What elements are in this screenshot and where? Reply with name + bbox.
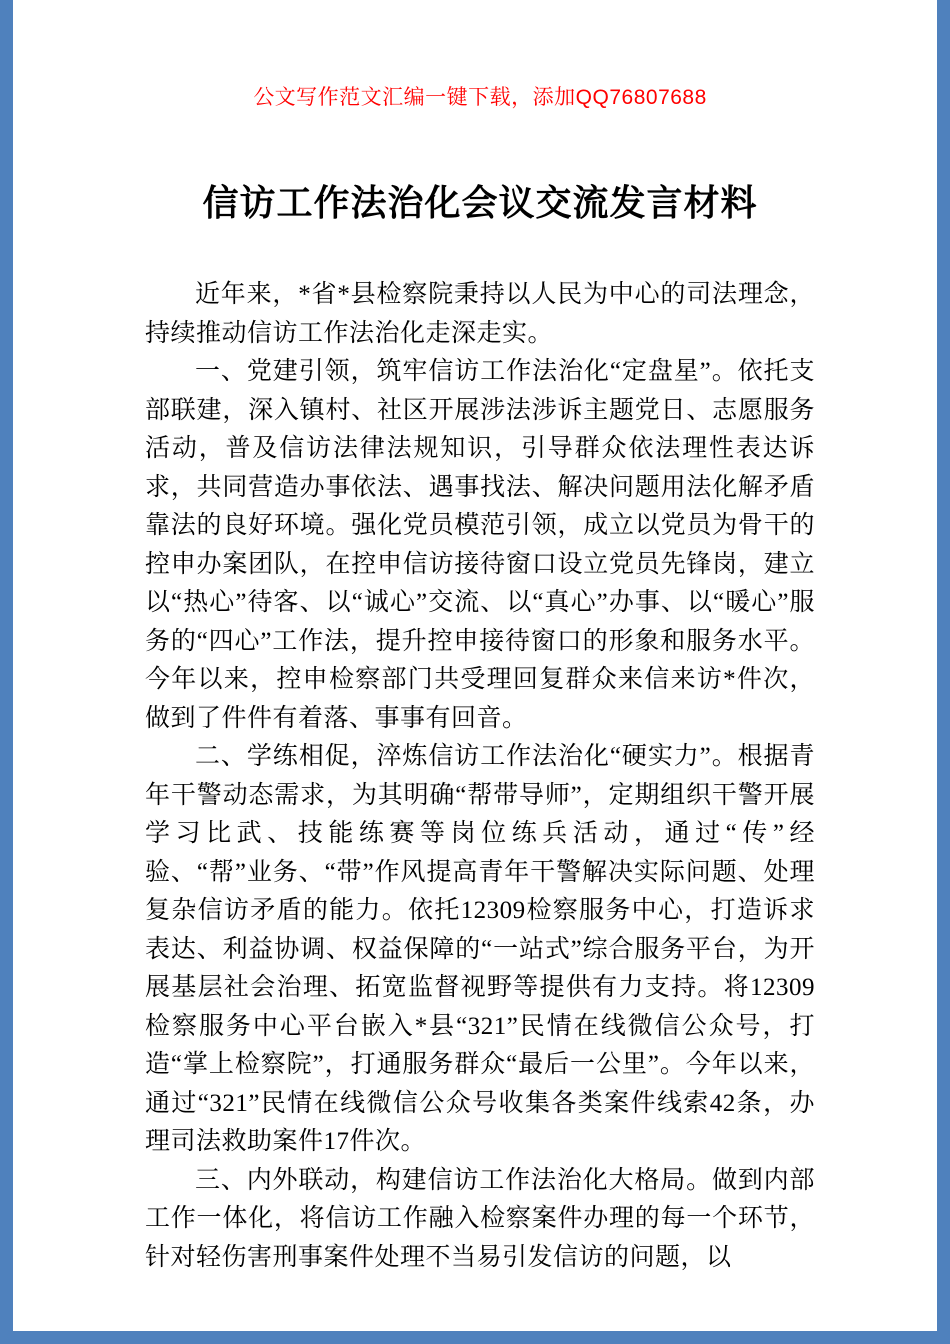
document-title: 信访工作法治化会议交流发言材料 [202,182,758,223]
page-edge-right [937,0,950,1344]
page-edge-left [0,0,13,1344]
body-paragraph-1: 近年来，*省*县检察院秉持以人民为中心的司法理念，持续推动信访工作法治化走深走实。 [145,281,815,347]
body-paragraph-2: 一、党建引领，筑牢信访工作法治化“定盘星”。依托支部联建，深入镇村、社区开展涉法涉诉主题党日、志愿服务活动，普及信访法律法规知识，引导群众依法理性表达诉求，共同营造办事依法、遇事找法、解决问题用法化解矛盾靠法的良好环境。强化党员模范引领，成立以党员为骨干的控申办案团队，在控申信访接待窗口设立党员先锋岗，建立以“热心”待客、以“诚心”交流、以“真心”办事、以“暖心”服务的“四心”工作法，提升控申接待窗口的形象和服务水平。今年以来，控申检察部门共受理回复群众来信来访*件次，做到了件件有着落、事事有回音。 [145,358,815,732]
document-body [145,276,815,1277]
body-paragraph-3: 二、学练相促，淬炼信访工作法治化“硬实力”。根据青年干警动态需求，为其明确“帮带导师”，定期组织干警开展学习比武、技能练赛等岗位练兵活动，通过“传”经验、“帮”业务、“带”作风提高青年干警解决实际问题、处理复杂信访矛盾的能力。依托12309检察服务中心，打造诉求表达、利益协调、权益保障的“一站式”综合服务平台，为开展基层社会治理、拓宽监督视野等提供有力支持。将12309检察服务中心平台嵌入*县“321”民情在线微信公众号，打造“掌上检察院”，打通服务群众“最后一公里”。今年以来，通过“321”民情在线微信公众号收集各类案件线索42条，办理司法救助案件17件次。 [145,743,815,1155]
body-paragraph-4: 三、内外联动，构建信访工作法治化大格局。做到内部工作一体化，将信访工作融入检察案件办理的每一个环节，针对轻伤害刑事案件处理不当易引发信访的问题，以 [145,1166,815,1271]
promo-banner-text: 公文写作范文汇编一键下载，添加QQ76807688 [253,86,707,109]
page-edge-bottom [0,1331,950,1344]
